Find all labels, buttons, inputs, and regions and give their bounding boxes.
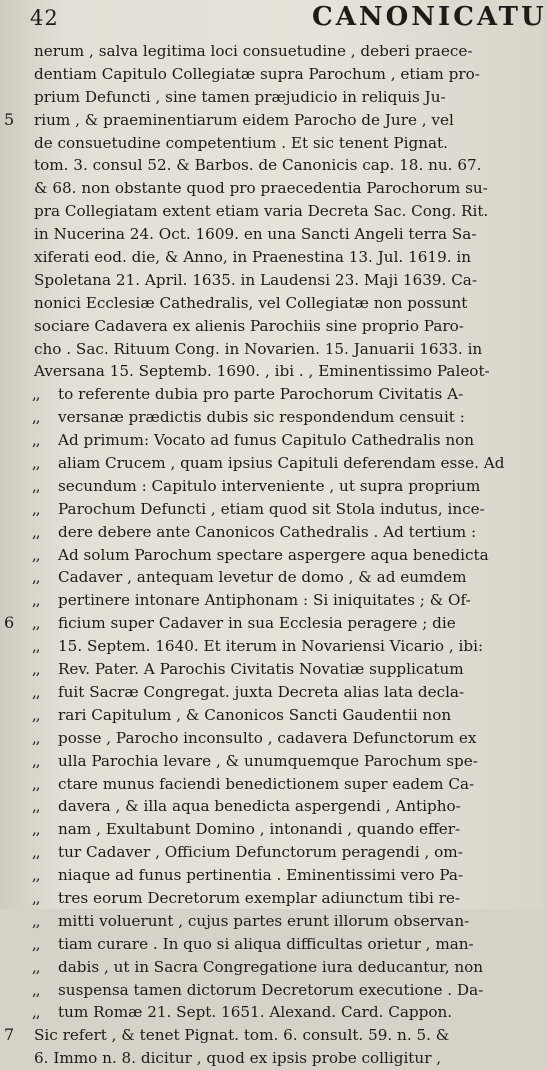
line-text: Aversana 15. Septemb. 1690. , ibi . , Eminentissimo Paleot- (34, 362, 490, 381)
line-text: & 68. non obstante quod pro praecedentia Parochorum su- (34, 179, 488, 198)
text-line (0, 154, 543, 177)
line-text: Rev. Pater. A Parochis Civitatis Novatiæ supplicatum (58, 660, 464, 679)
quotation-mark: ,, (32, 660, 40, 679)
text-line (0, 452, 543, 475)
text-line (0, 269, 543, 292)
quotation-mark: ,, (32, 911, 40, 930)
text-line (0, 177, 543, 200)
quotation-mark: ,, (32, 614, 40, 633)
quotation-mark: ,, (32, 545, 40, 564)
text-line (0, 979, 543, 1002)
text-line (0, 773, 543, 796)
running-head: CANONICATU (312, 2, 547, 32)
text-line (0, 200, 543, 223)
text-line (0, 544, 543, 567)
line-text: tiam curare . In quo si aliqua difficultas orietur , man- (58, 934, 474, 953)
line-text: suspensa tamen dictorum Decretorum executione . Da- (58, 980, 484, 999)
line-text: tum Romæ 21. Sept. 1651. Alexand. Card. Cappon. (58, 1003, 453, 1022)
line-text: Sic refert , & tenet Pignat. tom. 6. consult. 59. n. 5. & (34, 1026, 450, 1045)
text-line (0, 292, 543, 315)
text-line (0, 956, 543, 979)
line-text: 6. Immo n. 8. dicitur , quod ex ipsis probe colligitur , (34, 1049, 442, 1068)
line-text: prium Defuncti , sine tamen præjudicio in reliquis Ju- (34, 87, 446, 106)
text-line (0, 818, 543, 841)
text-line (0, 360, 543, 383)
line-text: tur Cadaver , Officium Defunctorum peragendi , om- (58, 843, 463, 862)
line-text: dabis , ut in Sacra Congregatione iura deducantur, non (58, 957, 484, 976)
text-line (0, 864, 543, 887)
text-line (0, 1001, 543, 1024)
text-line (0, 498, 543, 521)
line-text: rium , & praeminentiarum eidem Parocho de Jure , vel (34, 110, 454, 129)
text-line (0, 63, 543, 86)
line-text: ficium super Cadaver in sua Ecclesia peragere ; die (58, 614, 456, 633)
text-line (0, 589, 543, 612)
quotation-mark: ,, (32, 934, 40, 953)
line-text: aliam Crucem , quam ipsius Capituli deferendam esse. Ad (58, 454, 505, 473)
quotation-mark: ,, (32, 797, 40, 816)
line-text: secundum : Capitulo interveniente , ut supra proprium (58, 476, 481, 495)
line-text: niaque ad funus pertinentia . Eminentissimi vero Pa- (58, 866, 464, 885)
margin-note-number: 7 (4, 1025, 15, 1045)
text-line (0, 338, 543, 361)
text-line (0, 246, 543, 269)
line-text: dentiam Capitulo Collegiatæ supra Parochum , etiam pro- (34, 64, 480, 83)
line-text: nonici Ecclesiæ Cathedralis, vel Collegiatæ non possunt (34, 293, 468, 312)
text-line (0, 223, 543, 246)
line-text: rari Capitulum , & Canonicos Sancti Gaudentii non (58, 705, 452, 724)
page-header (0, 2, 547, 36)
text-line (0, 109, 543, 132)
line-text: tres eorum Decretorum exemplar adiunctum tibi re- (58, 888, 461, 907)
quotation-mark: ,, (32, 522, 40, 541)
text-line (0, 750, 543, 773)
line-text: mitti voluerunt , cujus partes erunt illorum observan- (58, 911, 470, 930)
text-line (0, 704, 543, 727)
quotation-mark: ,, (32, 888, 40, 907)
quotation-mark: ,, (32, 408, 40, 427)
quotation-mark: ,, (32, 751, 40, 770)
line-text: dere debere ante Canonicos Cathedralis . Ad tertium : (58, 522, 477, 541)
text-line (0, 475, 543, 498)
text-line (0, 1024, 543, 1047)
text-line (0, 86, 543, 109)
text-line (0, 566, 543, 589)
quotation-mark: ,, (32, 682, 40, 701)
line-text: nerum , salva legitima loci consuetudine , deberi praece- (34, 42, 473, 60)
line-text: pertinere intonare Antiphonam : Si iniquitates ; & Of- (58, 591, 471, 610)
line-text: xiferati eod. die, & Anno, in Praenestina 13. Jul. 1619. in (34, 248, 472, 267)
line-text: Cadaver , antequam levetur de domo , & ad eumdem (58, 568, 467, 587)
text-line (0, 132, 543, 155)
quotation-mark: ,, (32, 820, 40, 839)
text-line (0, 383, 543, 406)
quotation-mark: ,, (32, 431, 40, 450)
margin-note-number: 6 (4, 613, 15, 633)
text-line (0, 406, 543, 429)
quotation-mark: ,, (32, 454, 40, 473)
quotation-mark: ,, (32, 637, 40, 656)
line-text: ulla Parochia levare , & unumquemque Parochum spe- (58, 751, 478, 770)
text-line (0, 727, 543, 750)
text-line (0, 658, 543, 681)
quotation-mark: ,, (32, 385, 40, 404)
quotation-mark: ,, (32, 705, 40, 724)
line-text: 15. Septem. 1640. Et iterum in Novariensi Vicario , ibi: (58, 637, 484, 656)
text-line (0, 612, 543, 635)
quotation-mark: ,, (32, 866, 40, 885)
quotation-mark: ,, (32, 568, 40, 587)
line-text: davera , & illa aqua benedicta aspergendi , Antipho- (58, 797, 461, 816)
text-line (0, 521, 543, 544)
quotation-mark: ,, (32, 980, 40, 999)
line-text: sociare Cadavera ex alienis Parochiis sine proprio Paro- (34, 316, 464, 335)
line-text: nam , Exultabunt Domino , intonandi , quando effer- (58, 820, 461, 839)
line-text: ctare munus faciendi benedictionem super eadem Ca- (58, 774, 475, 793)
quotation-mark: ,, (32, 774, 40, 793)
text-line (0, 887, 543, 910)
text-line (0, 1047, 543, 1070)
text-line (0, 933, 543, 956)
quotation-mark: ,, (32, 591, 40, 610)
text-line (0, 429, 543, 452)
line-text: to referente dubia pro parte Parochorum Civitatis A- (58, 385, 464, 404)
page-number: 42 (30, 6, 59, 30)
line-text: posse , Parocho inconsulto , cadavera Defunctorum ex (58, 728, 477, 747)
line-text: Ad primum: Vocato ad funus Capitulo Cathedralis non (58, 431, 475, 450)
line-text: in Nucerina 24. Oct. 1609. en una Sancti Angeli terra Sa- (34, 225, 477, 244)
text-line (0, 315, 543, 338)
body-text (0, 40, 543, 1070)
line-text: versanæ prædictis dubis sic respondendum censuit : (58, 408, 465, 427)
quotation-mark: ,, (32, 1003, 40, 1022)
text-line (0, 635, 543, 658)
text-line (0, 910, 543, 933)
line-text: pra Collegiatam extent etiam varia Decreta Sac. Cong. Rit. (34, 202, 489, 221)
text-line (0, 841, 543, 864)
text-line (0, 681, 543, 704)
quotation-mark: ,, (32, 728, 40, 747)
line-text: cho . Sac. Rituum Cong. in Novarien. 15. Januarii 1633. in (34, 339, 483, 358)
quotation-mark: ,, (32, 499, 40, 518)
margin-note-number: 5 (4, 109, 15, 129)
text-line (0, 795, 543, 818)
quotation-mark: ,, (32, 843, 40, 862)
quotation-mark: ,, (32, 476, 40, 495)
line-text: Parochum Defuncti , etiam quod sit Stola indutus, ince- (58, 499, 485, 518)
text-line (0, 40, 543, 63)
quotation-mark: ,, (32, 957, 40, 976)
line-text: tom. 3. consul 52. & Barbos. de Canonicis cap. 18. nu. 67. (34, 156, 482, 175)
line-text: Spoletana 21. April. 1635. in Laudensi 23. Maji 1639. Ca- (34, 270, 477, 289)
line-text: Ad solum Parochum spectare aspergere aqua benedicta (58, 545, 489, 564)
line-text: fuit Sacræ Congregat. juxta Decreta alias lata decla- (58, 682, 465, 701)
line-text: de consuetudine competentium . Et sic tenent Pignat. (34, 133, 448, 152)
